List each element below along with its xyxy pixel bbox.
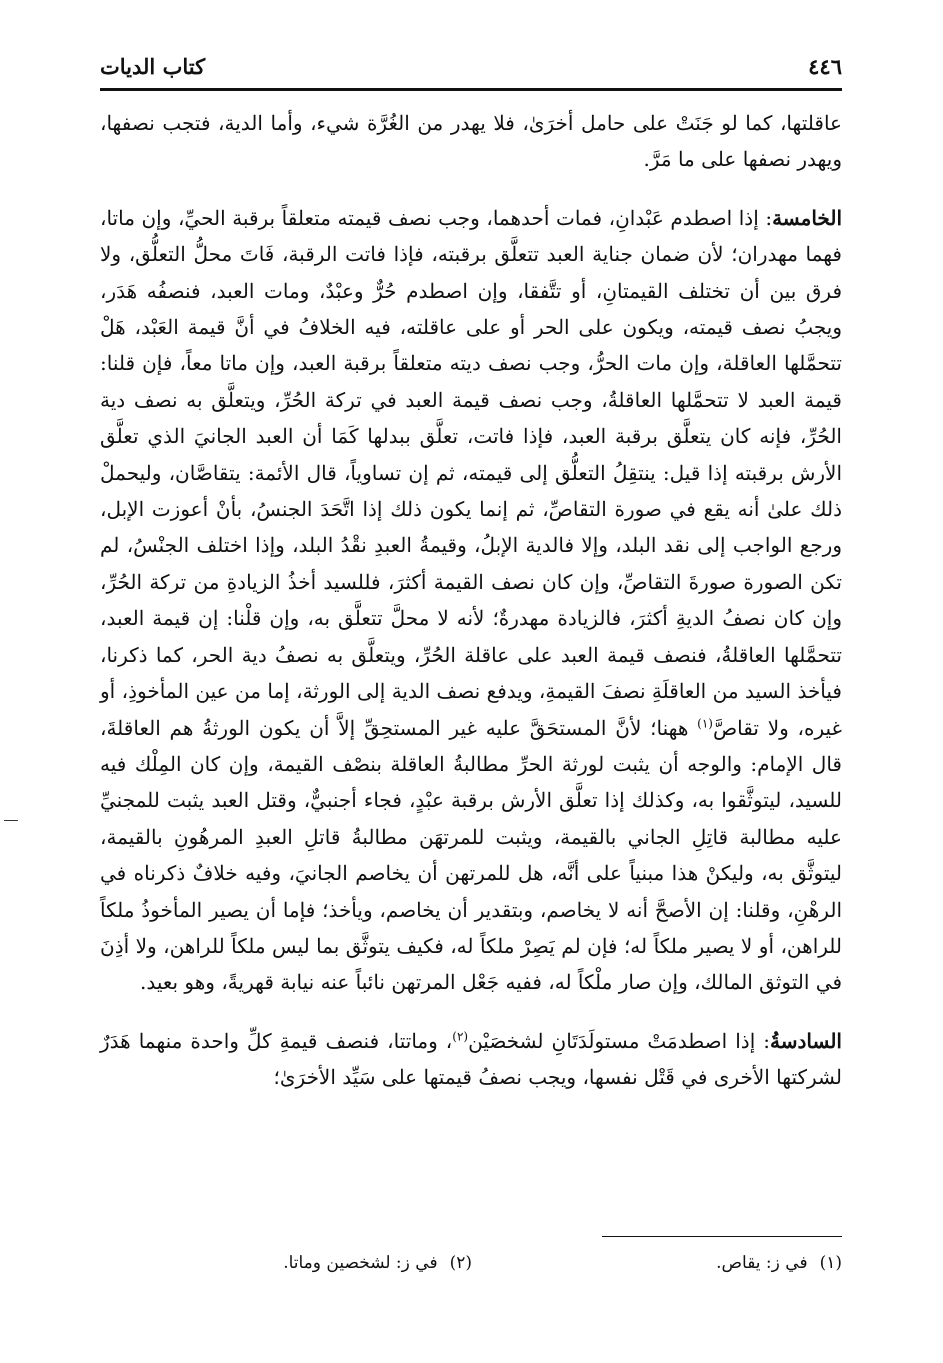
footnote-number: (١) <box>819 1253 842 1273</box>
section-heading: السادسةُ <box>770 1028 842 1053</box>
footnote-text: في ز: يقاص. <box>716 1253 808 1273</box>
footnote-text: في ز: لشخصين وماتا. <box>283 1253 438 1273</box>
page-header <box>100 48 842 88</box>
paragraph-sixth-case <box>100 1023 842 1096</box>
paragraph-text: : إذا اصطدم عَبْدانِ، فمات أحدهما، وجب نصف قيمته متعلقاً برقبة الحيِّ، وإن ماتا، فهما مهدران؛ لأن ضمان جناية العبد تتعلَّق برقبته، فإذا فاتت الرقبة، فَاتَ محلُّ التعلُّق، ولا فرق بين أن تختلف القيمتانِ، أو تتَّفقا، وإن اصطدم حُرٌّ وعبْدٌ، ومات العبد، فنصفُه هَدَر، ويجبُ نصف قيمته، ويكون على الحر أو على عاقلته، فيه الخلافُ في أنَّ قيمة العَبْد، هَلْ تتحمَّلها العاقلة، وإن مات الحرُّ، وجب نصف ديته متعلقاً برقبة العبد، وإن ماتا معاً، فإن قلنا: قيمة العبد لا تتحمَّلها العاقلةُ، وجب نصف قيمة العبد في تركة الحُرِّ، ويتعلَّق به نصف دية الحُرِّ، فإنه كان يتعلَّق برقبة العبد، فإذا فاتت، تعلَّق ببدلها كَمَا أن العبد الجانيَ الذي تعلَّق الأرش برقبته إذا قيل: ينتقِلُ التعلُّق إلى قيمته، ثم إن تساوياً، قال الأئمة: يتقاصَّان، وليحملْ ذلك علىٰ أنه يقع في صورة التقاصِّ، ثم إنما يكون ذلك إذا اتَّحَدَ الجنسُ، بأنْ أعوزت الإبل، ورجع الواجب إلى نقد البلد، وإلا فالدية الإبلُ، وقيمةُ العبدِ نقْدُ البلد، وإذا اختلف الجنْسُ، لم تكن الصورة صورةَ التقاصِّ، وإن كان نصف القيمة أكثرَ، فللسيد أخذُ الزيادةِ من تركة الحُرِّ، وإن كان نصفُ الديةِ أكثرَ، فالزيادة مهدرةٌ؛ لأنه لا محلَّ تتعلَّق به، وإن قلْنا: إن قيمة العبد، تتحمَّلها العاقلةُ، فنصف قيمة العبد على عاقلة الحُرِّ، ويتعلَّق به نصفُ دية الحر، كما ذكرنا، فيأخذ السيد من العاقلَةِ نصفَ القيمةِ، ويدفع نصف الدية إلى الورثة، إما من عين المأخوذِ، أو غيره، ولا تقاصَّ <box>100 205 843 740</box>
footnote-rule <box>602 1236 842 1237</box>
paragraph-text-continued: ههنا؛ لأنَّ المستحَقَّ عليه غير المستحِقِّ إلاَّ أن يكون الورثةُ هم العاقلةَ، قال الإمام: والوجه أن يثبت لورثة الحرِّ مطالبةُ العاقلة بنصْف القيمة، وإن كان المِلْك فيه للسيد، ليتوثَّقوا به، وكذلك إذا تعلَّق الأرش برقبة عبْدٍ، فجاء أجنبيٌّ، وقتل العبد يثبت للمجنيِّ عليه مطالبة قاتِلِ الجاني بالقيمة، ويثبت للمرتهَن مطالبةُ قاتلِ العبدِ المرهُونِ بالقيمة، ليتوثَّق به، وليكنْ هذا مبنياً على أنَّه، هل للمرتهن أن يخاصم الجانيَ، وفيه خلافٌ ذكرناه في الرهْنِ، وقلنا: إن الأصحَّ أنه لا يخاصم، وبتقدير أن يخاصم، ويأخذ؛ فإما أن يصير المأخوذُ ملكاً للراهن، أو لا يصير ملكاً له؛ فإن لم يَصِرْ ملكاً له، فكيف يتوثَّق بما ليس ملكاً للراهن، ولا أذِنَ في التوثق المالك، وإن صار ملْكاً له، ففيه جَعْل المرتهن نائباً عنه نيابة قهريةً، وهو بعيد. <box>100 715 842 995</box>
paragraph-text: عاقلتها، كما لو جَنَتْ على حامل أخرَىٰ، فلا يهدر من الغُرَّة شيء، وأما الدية، فتجب نصفها، ويهدر نصفها على ما مَرَّ. <box>100 111 842 172</box>
paragraph-text-continued: ، وماتتا، فنصف قيمةِ كلِّ واحدة منهما هَدَرٌ لشركتها الأخرى في قَتْل نفسها، ويجب نصفُ قيمتها على سَيِّد الأخرَىٰ؛ <box>100 1028 842 1090</box>
running-title: كتاب الديات <box>100 54 206 79</box>
section-heading: الخامسة <box>772 205 842 230</box>
page-number: ٤٤٦ <box>808 54 842 79</box>
paragraph-text: : إذا اصطدمَتْ مستولَدَتَانِ لشخصَيْن <box>468 1028 771 1053</box>
footnote-reference[interactable]: (٢) <box>452 1029 469 1044</box>
paragraph-fifth-case <box>100 200 842 1001</box>
margin-mark <box>4 820 18 821</box>
footnote-number: (٢) <box>449 1253 472 1273</box>
footnote-1 <box>716 1250 842 1276</box>
footnote-2 <box>283 1250 472 1276</box>
book-page <box>100 48 843 1273</box>
header-rule <box>100 88 842 91</box>
main-text <box>100 105 842 1096</box>
paragraph-continuation <box>100 105 842 178</box>
footnote-reference[interactable]: (١) <box>697 715 713 730</box>
